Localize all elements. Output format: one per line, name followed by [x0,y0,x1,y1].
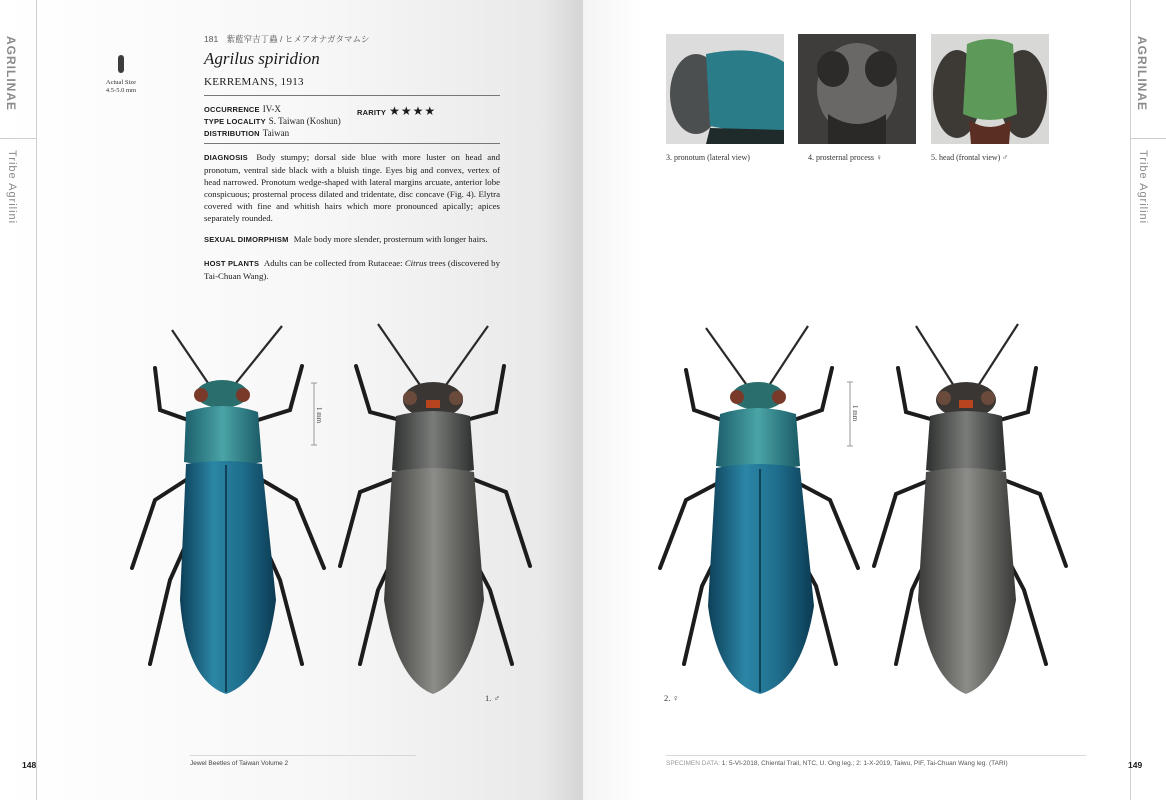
running-head: 181 紫藍窄吉丁蟲 / ヒメアオナガタマムシ [204,34,370,44]
dimorphism-label: SEXUAL DIMORPHISM [204,235,289,244]
specimen-data-text: 1: 5-VI-2018, Chiental Trail, NTC, U. Ong leg.; 2: 1-X-2019, Taiwu, PIF, Tai-Chuan Wang leg. (TARI) [721,760,1008,767]
left-footer-rule [190,755,416,756]
diagnosis-label: DIAGNOSIS [204,153,248,162]
specimen-2-ventral [874,324,1066,694]
occurrence-value: IV-X [262,104,281,114]
dimorphism-text: Male body more slender, prosternum with longer hairs. [293,234,488,244]
prosternal-illustration [798,34,916,144]
host-plants-label: HOST PLANTS [204,259,260,268]
caption-4: 4. prosternal process ♀ [808,153,882,162]
host-plants-text: Adults can be collected from Rutaceae: [263,258,405,268]
figure-2-label: 2. ♀ [664,693,679,703]
left-page-number: 148 [22,760,37,770]
rarity-label: RARITY [357,108,387,117]
right-page-number: 149 [1128,760,1143,770]
tribe-tab-label: Tribe Agrilini [1137,150,1149,225]
actual-size-label: Actual Size [105,79,137,86]
distribution-label: DISTRIBUTION [204,129,260,138]
pronotum-lateral-photo [666,34,784,144]
specimen-2-dorsal [660,326,858,694]
distribution-value: Taiwan [262,128,290,138]
subfamily-tab-label: AGRILINAE [4,36,18,111]
caption-5: 5. head (frontal view) ♂ [931,153,1009,162]
figure-1-label: 1. ♂ [485,693,500,703]
host-genus: Citrus [404,258,427,268]
specimen-1-ventral [340,324,530,694]
right-footer-rule [666,755,1086,756]
occurrence-label: OCCURRENCE [204,105,260,114]
head-illustration [931,34,1049,144]
rarity-stars: ★★★★ [389,104,437,118]
type-locality-value: S. Taiwan (Koshun) [268,116,341,126]
diagnosis-text: Body stumpy; dorsal side blue with more luster on head and pronotum, ventral side black with a bluish tinge. Eyes big and convex, vertex of head narrowed. Pronotum wedge-shaped with lateral margins arcuate, anterior lobe conspicuous; prosternal process dilated and tridentate, disc concave (Fig. 4). Elytra covered with fine and whitish hairs which more pronounced apically; apices separately rounded. [204,152,500,223]
species-title: Agrilus spiridion [204,49,320,68]
caption-3: 3. pronotum (lateral view) [666,153,750,162]
scale-label-left: 1 mm [315,407,323,424]
host-plants-text-end: trees (discovered by Tai-Chuan Wang). [204,258,500,281]
type-locality-label: TYPE LOCALITY [204,117,266,126]
actual-size-value: 4.5-5.0 mm [105,87,137,94]
subfamily-tab-label: AGRILINAE [1135,36,1149,111]
specimen-data-footer [666,760,1008,767]
scale-label-right: 1 mm [851,405,859,422]
specimen-data-label: SPECIMEN DATA: [666,760,720,767]
specimen-1-dorsal [132,326,324,694]
species-author: KERREMANS, 1913 [204,76,304,88]
prosternal-process-photo [798,34,916,144]
tribe-tab-label: Tribe Agrilini [6,150,18,225]
pronotum-illustration [666,34,784,144]
head-frontal-photo [931,34,1049,144]
book-title-footer: Jewel Beetles of Taiwan Volume 2 [190,760,289,767]
